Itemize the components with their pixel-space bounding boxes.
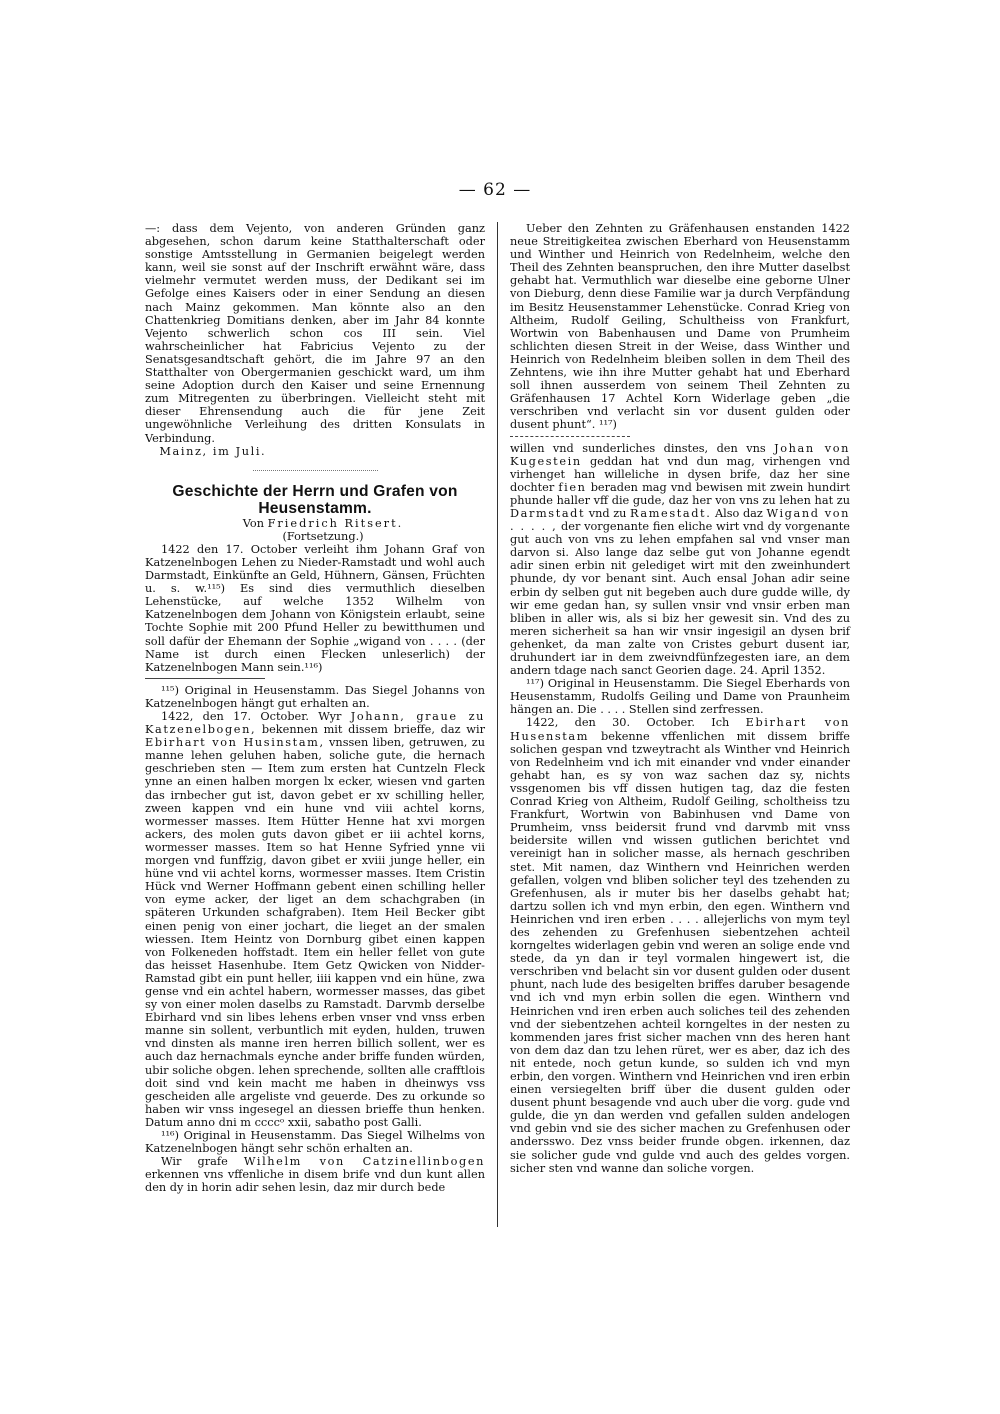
- cont-text-6: der vorgenante fien eliche wirt vnd dy vorgenante gut auch von vns zu lehen empfahen sal vnd vnser man darvon si. Also lange daz selbe gut von Johanne egendt adir sinen erbin nit gelediget wirt mit den zweinhundert phunde, dy vor benant sint. Auch ensal Johan adir seine erbin dy selben gut nit begeben auch dure gudde wille, dy wir eme gedan han, sy sullen vnsir vnd vnsir erben man bliben in aller wis, als si biz her gewesit sin. Vnd des zu meren sicherheit sa han wir vnsir ingesigil an dysen brif gehenket, da man zalte von Cristes geburt dusent iar, druhundert iar in dem zweivndfünfzegesten iare, an dem andern tdage nach sanct Georien dage. 24. April 1352.: [510, 520, 850, 678]
- continuation-note: (Fortsetzung.): [282, 529, 364, 543]
- continuation-rule: [510, 436, 630, 437]
- right-column: [510, 222, 850, 1175]
- document-wilhelm: [145, 1155, 485, 1194]
- doc-1422-lead: 1422, den 17. October. Wyr: [161, 710, 351, 723]
- footnote-117-text: ¹¹⁷) Original in Heusenstamm. Die Siegel Eberhards von Heusenstamm, Rudolfs Geiling und Dame von Praunheim hängen an. Die . . . . Stellen sind zerfressen.: [510, 677, 850, 717]
- wilhelm-spaced-name: Wilhelm von Catzinellinbogen: [243, 1155, 485, 1169]
- article-heading: Geschichte der Herrn und Grafen von Heusenstamm.: [172, 482, 458, 517]
- wilhelm-lead: Wir grafe: [161, 1155, 244, 1169]
- cont-text-2: geddan hat vnd dun mag, virhengen vnd virhenget han willeliche in dysen brife, daz her sine dochter: [510, 454, 850, 494]
- column-divider: [497, 222, 498, 1227]
- document-1422-30-october: [510, 716, 850, 1174]
- cont-text-5: Also daz: [711, 506, 767, 520]
- page-number: — 62 —: [458, 180, 532, 200]
- footnote-115-text: ¹¹⁵) Original in Heusenstamm. Das Siegel Johanns von Katzenelnbogen hängt gut erhalten an.: [145, 683, 485, 710]
- byline-prefix: Von: [242, 516, 268, 530]
- document-continuation: [510, 442, 850, 678]
- paragraph-intro: —: dass dem Vejento, von anderen Gründen ganz abgesehen, schon darum keine Statthalterschaft oder sonstige Amtsstellung in Germanien beigelegt werden kann, weil sie sonst auf der Inschrift erwähnt wäre, dass vielmehr vermutet werden muss, der Dedikant sei im Gefolge eines Kaisers oder in einer Sendung an diesen nach Mainz gekommen. Man könnte also an den Chattenkrieg Domitians denken, aber im Jahr 84 konnte Vejento schwerlich schon cos III sein. Viel wahrscheinlicher hat Fabricius Vejento zu der Senatsgesandtschaft gehört, die im Jahre 97 an den Statthalter von Obergermanien geschickt ward, um ihm seine Adoption durch den Kaiser und seine Ernennung zum Mitregenten zu überbringen. Vielleicht steht mit dieser Ehrensendung auch die für jene Zeit ungewöhnliche Verleihung des dritten Konsulats in Verbindung.: [145, 222, 485, 445]
- cont-spaced-5: Wigand von . . . . ,: [510, 506, 851, 534]
- document-1422-17-october: [145, 710, 485, 1129]
- doc-1430-spaced-name: Ebirhart von Husenstam: [510, 716, 850, 743]
- section-ornament: [253, 470, 378, 471]
- cont-spaced-4: Ramestadt.: [630, 506, 712, 520]
- footnote-115: [145, 684, 485, 710]
- footnote-116-text: ¹¹⁶) Original in Heusenstamm. Das Siegel Wilhelms von Katzenelnbogen hängt sehr schön erhalten an.: [145, 1129, 485, 1156]
- footnote-117: [510, 677, 850, 716]
- place-date-text: Mainz, im Juli.: [159, 444, 267, 458]
- footnote-rule: [145, 678, 265, 679]
- doc-1430-lead: 1422, den 30. October. Ich: [526, 716, 746, 730]
- footnote-116: [145, 1129, 485, 1155]
- doc-1430-rest: bekenne vffenlichen mit dissem briffe solichen gespan vnd tzweytracht als Winther vnd Heinrich von Redelnheim vnd ich mit einander vnd vnder einander gehabt han, es sy von waz sachen daz sy, nichts vssgenomen bis vff dissen hutigen tag, daz die festen Conrad Krieg von Altheim, Rudolf Geiling, scholtheiss tzu Frankfurt, Wortwin von Babinhusen vnd Dame von Prumheim, vnss beidersit frund vnd darvmb mit vnss beidersite willen vnd wissen gutlichen berichtet vnd vereinigt han in solicher masse, als hernach geschriben stet. Mit namen, daz Winthern vnd Heinrichen werden gefallen, volgen vnd bliben solicher teyl des tzehenden zu Grefenhusen, als ir muter bis her daselbs gehabt hat; dartzu sollen ich vnd myn erbin, den egen. Winthern vnd Heinrichen vnd iren erben . . . . allejerlichs von mym teyl des zehenden zu Grefenhusen siebentzehen achteil korngeltes widerlagen gebin vnd weren an solige ende vnd stede, da yn dan ir teyl vormalen hingewert ist, die verschriben vnd belacht sin vor dusent gulden oder dusent phunt, nach lude des besigelten briffes daruber besagende vnd ich vnd myn erbin sollen die egen. Winthern vnd Heinrichen vnd iren erben auch soliches teil des zehenden vnd der siebentzehen achteil korngeltes in der nesten zu kommenden jares frist sicher machen vnn des heren hant von dem daz dan tzu lehen rüret, wer es aber, daz ich des nit entede, noch getun kunde, so sulden ich vnd myn erbin, den vorgen. Winthern vnd Heinrichen vnd iren erbin einen versiegelten briff über die dusent gulden oder dusent phunt besagende vnd auch uber die vorg. gude vnd gulde, die yn dan werden vnd gefallen sulden andelogen vnd gebin vnd sie des sicher machen zu Grefenhusen oder andersswo. Dez vnss beider frunde obgen. irkennen, daz sie solicher gude vnd gulde vnd auch des geldes vorgen. sicher sten vnd wanne dan soliche vorgen.: [510, 729, 850, 1175]
- paragraph-zehnten: Ueber den Zehnten zu Gräfenhausen enstanden 1422 neue Streitigkeitea zwischen Eberhard von Heusenstamm und Winther und Heinrich von Redelnheim, welche den Theil des Zehnten beanspruchen, den ihre Mutter daselbst gehabt hat. Vermuthlich war dieselbe eine geborne Ulner von Dieburg, denn diese Familie war ja durch Verpfändung im Besitz Heusenstammer Lehenstücke. Conrad Krieg von Altheim, Rudolf Geiling, Schultheiss von Frankfurt, Wortwin von Babenhausen und Dame von Prumheim schlichten diesen Streit in der Weise, dass Winther und Heinrich von Redelnheim bleiben sollen in dem Theil des Zehntens, wie ihn ihre Mutter gehabt hat und Eberhard soll ihnen ausserdem von seinem Theil Zehnten zu Gräfenhausen 17 Achtel Korn Widerlage geben „die verschriben vnd verlacht sin vor dusent gulden oder dusent phunt“. ¹¹⁷): [510, 222, 850, 432]
- cont-text-1: willen vnd sunderliches dinstes, den vns: [510, 441, 775, 455]
- doc-1422-rest: vnssen liben, getruwen, zu manne lehen geluhen haben, soliche gute, die hernach geschrieben sten — Item zum ersten hat Cuntzeln Fleck ynne an einen halben morgen lx ecker, wiesen vnd garten das irnbecher gut ist, davon gebet er xv schilling heller, zween kappen vnd ein hune vnd viii achtel korns, wormesser masses. Item Hütter Henne hat xvi morgen ackers, des molen guts davon gibet er iii achtel korns, wormesser masses. Item so hat Henne Syfried ynne vii morgen vnd funffzig, davon gibet er xviii junge heller, ein hüne vnd vii achtel korns, wormesser masses. Item Cristin Hück vnd Werner Hoffmann gebent einen schilling heller von eyme acker, der liget an dem schachgraben (in späteren Urkunden schafgraben). Item Heil Becker gibt einen penig von einer jochart, die lieget an der smalen wiessen. Item Heintz von Dornburg gibet einen kappen von Folkeneden hoffstadt. Item ein heller fellet von gute das heisset Hasenhube. Item Getz Qwicken von Nidder-Ramstad gibt ein punt heller, iiii kappen vnd ein hüne, zwa gense vnd ein achtel habern, wormesser masses, das gibet sy von einer molen daselbs zu Ramstadt. Darvmb derselbe Ebirhard vnd sin libes lehens erben vnser vnd vnss erben manne sin sollent, verbuntlich mit eyden, hulden, truwen vnd dinsten als manne iren herren billich sollent, wer es auch daz hernachmals eynche ander briffe funden würden, ubir soliche obgen. lehen sprechende, sollten alle crafftlois doit sind vnd kein macht me haben in dheinwys vss gescheiden alle argeliste vnd geuerde. Des zu orkunde so haben wir vnss ingesegel an diessen brieffe thun henken. Datum anno dni m ccccᵒ xxii, sabatho post Galli.: [145, 736, 485, 1129]
- wilhelm-rest: erkennen vns vffenliche in disem brife vnd dun kunt allen den dy in horin adir sehen lesin, daz mir durch bede: [145, 1168, 485, 1195]
- doc-1422-spaced-name-2: Ebirhart von Husinstam,: [145, 736, 325, 750]
- author-byline: [145, 517, 485, 530]
- paragraph-1422-lehen: 1422 den 17. October verleiht ihm Johann Graf von Katzenelnbogen Lehen zu Nieder-Ramstadt und wohl auch Darmstadt, Einkünfte an Geld, Hühnern, Gänsen, Früchten u. s. w.¹¹⁵) Es sind dies vermuthlich dieselben Lehenstücke, auf welche 1352 Wilhelm von Katzenelnbogen dem Johann von Königstein erlaubt, seine Tochte Sophie mit 200 Pfund Heller zu bewitthumen und soll dafür der Ehemann der Sophie „wigand von . . . . (der Name ist durch einen Flecken unleserlich) der Katzenelnbogen Mann sein.¹¹⁶): [145, 542, 485, 674]
- cont-text-3: beraden mag vnd bewisen mit zwein hundirt phunde haller vff die gude, daz her von vns zu lehen hat zu: [510, 480, 850, 507]
- cont-spaced-3: Darmstadt: [510, 506, 586, 520]
- cont-spaced-2: fien: [558, 480, 587, 494]
- place-date-signature: [145, 445, 485, 458]
- doc-1422-mid: bekennen mit dissem brieffe, daz wir: [256, 723, 485, 737]
- doc-1422-spaced-name: Johann, graue zu Katzenelbogen,: [145, 710, 485, 737]
- cont-spaced-1: Johan von Kugestein: [510, 441, 850, 468]
- left-column: [145, 222, 485, 1194]
- cont-text-4: vnd zu: [585, 506, 631, 520]
- author-name: Friedrich Ritsert.: [267, 516, 404, 530]
